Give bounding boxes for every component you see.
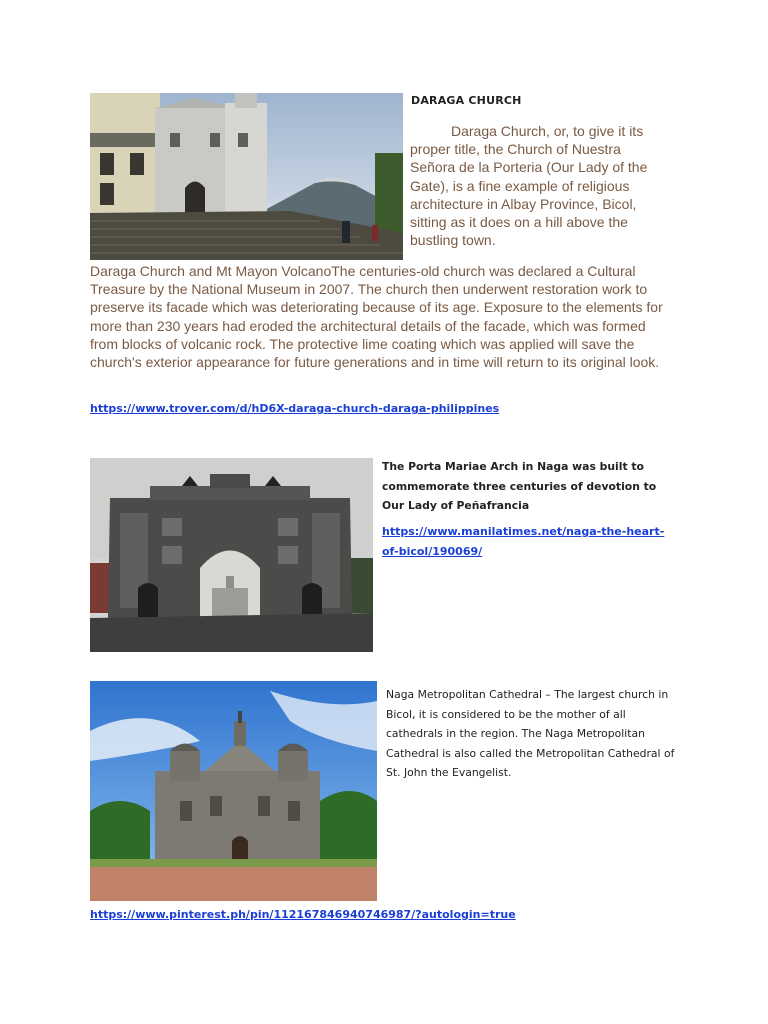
daraga-church-heading: DARAGA CHURCH <box>411 94 522 107</box>
naga-cathedral-photo <box>90 681 377 901</box>
manilatimes-link[interactable]: https://www.manilatimes.net/naga-the-heart-of-bicol/190069/ <box>382 525 665 558</box>
daraga-church-photo <box>90 93 403 260</box>
naga-cathedral-caption: Naga Metropolitan Cathedral – The largest church in Bicol, it is considered to be the mother of all cathedrals in the region. The Naga Metropolitan Cathedral is also called the Metropolitan Cathedral of St. John the Evangelist. <box>386 688 675 779</box>
daraga-church-body: Daraga Church and Mt Mayon VolcanoThe centuries-old church was declared a Cultural Treasure by the National Museum in 2007. The church then underwent restoration work to preserve its facade which was deteriorating because of its age. Exposure to the elements for more than 230 years had eroded the architectural details of the facade, which was formed from blocks of volcanic rock. The protective lime coating which was applied will save the church's exterior appearance for future generations and in time will return to its original look. <box>90 263 663 371</box>
trover-link[interactable]: https://www.trover.com/d/hD6X-daraga-church-daraga-philippines <box>90 402 500 415</box>
pinterest-link[interactable]: https://www.pinterest.ph/pin/112167846940746987/?autologin=true <box>90 908 516 921</box>
porta-mariae-arch-photo <box>90 458 373 652</box>
daraga-church-intro: Daraga Church, or, to give it its proper title, the Church of Nuestra Señora de la Porteria (Our Lady of the Gate), is a fine example of religious architecture in Albay Province, Bicol, sitting as it does on a hill above the bustling town. <box>410 123 648 249</box>
porta-mariae-caption: The Porta Mariae Arch in Naga was built to commemorate three centuries of devotion to Our Lady of Peñafrancia <box>382 460 657 512</box>
